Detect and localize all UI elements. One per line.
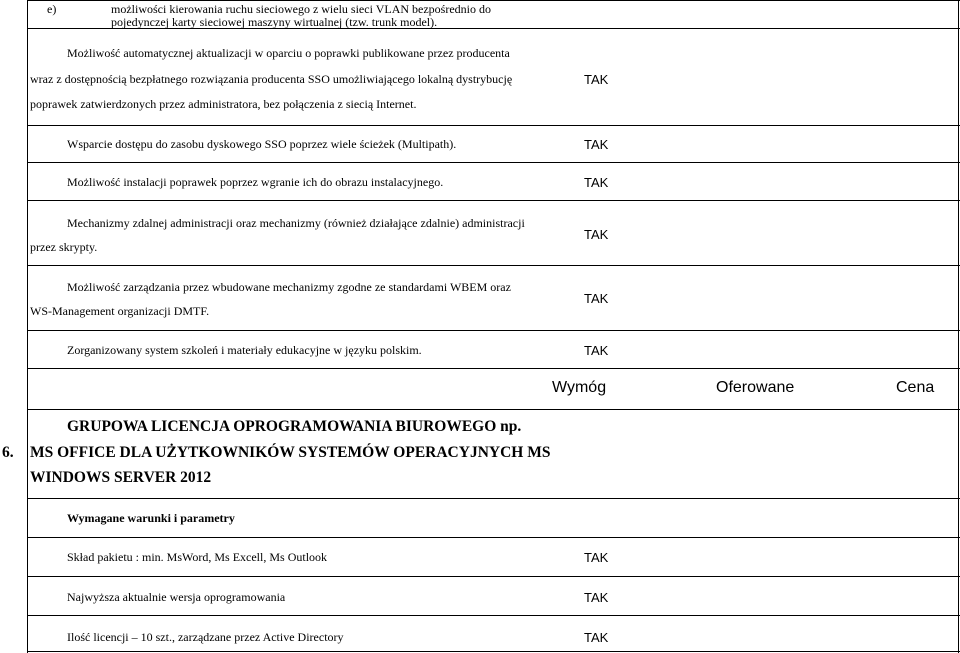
- training-value: TAK: [584, 343, 609, 358]
- item-label: e): [47, 2, 57, 16]
- rule: [27, 615, 960, 616]
- remote-admin-value: TAK: [584, 227, 609, 242]
- rule: [27, 162, 960, 163]
- wbem-text-line-2: WS-Management organizacji DMTF.: [30, 304, 210, 318]
- rule: [27, 125, 960, 126]
- section-title-line-1: GRUPOWA LICENCJA OPROGRAMOWANIA BIUROWEGO np.: [67, 418, 522, 435]
- auto-update-text-line-2: wraz z dostępnością bezpłatnego rozwiązania producenta SSO umożliwiającego lokalną dystrybucję: [30, 72, 513, 86]
- remote-admin-text-line-2: przez skrypty.: [30, 240, 98, 254]
- rule: [27, 537, 960, 538]
- install-image-text: Możliwość instalacji poprawek poprzez wgranie ich do obrazu instalacyjnego.: [67, 175, 444, 189]
- column-border: [958, 0, 959, 653]
- wbem-value: TAK: [584, 291, 609, 306]
- vlan-trunk-text-line-1: możliwości kierowania ruchu sieciowego z wielu sieci VLAN bezpośrednio do: [111, 2, 492, 16]
- version-value: TAK: [584, 590, 609, 605]
- rule: [27, 576, 960, 577]
- multipath-value: TAK: [584, 137, 609, 152]
- auto-update-text-line-1: Możliwość automatycznej aktualizacji w oparciu o poprawki publikowane przez producenta: [67, 46, 510, 60]
- vlan-trunk-text-line-2: pojedynczej karty sieciowej maszyny wirtualnej (tzw. trunk model).: [111, 15, 438, 29]
- licenses-value: TAK: [584, 630, 609, 645]
- multipath-text: Wsparcie dostępu do zasobu dyskowego SSO poprzez wiele ścieżek (Multipath).: [67, 137, 457, 151]
- header-requirement: Wymóg: [552, 379, 607, 396]
- rule: [27, 368, 960, 369]
- rule: [27, 651, 960, 652]
- rule: [27, 0, 960, 1]
- auto-update-text-line-3: poprawek zatwierdzonych przez administratora, bez połączenia z siecią Internet.: [30, 97, 417, 111]
- remote-admin-text-line-1: Mechanizmy zdalnej administracji oraz mechanizmy (również działające zdalnie) administracji: [67, 216, 525, 230]
- auto-update-value: TAK: [584, 72, 609, 87]
- training-text: Zorganizowany system szkoleń i materiały edukacyjne w języku polskim.: [67, 343, 422, 357]
- package-text: Skład pakietu : min. MsWord, Ms Excell, Ms Outlook: [67, 550, 328, 564]
- licenses-text: Ilość licencji – 10 szt., zarządzane przez Active Directory: [67, 630, 344, 644]
- header-price: Cena: [896, 379, 935, 396]
- rule: [27, 265, 960, 266]
- package-value: TAK: [584, 550, 609, 565]
- version-text: Najwyższa aktualnie wersja oprogramowania: [67, 590, 286, 604]
- conditions-heading: Wymagane warunki i parametry: [67, 511, 235, 525]
- column-border: [27, 0, 28, 653]
- rule: [27, 409, 960, 410]
- rule: [27, 498, 960, 499]
- rule: [27, 200, 960, 201]
- wbem-text-line-1: Możliwość zarządzania przez wbudowane mechanizmy zgodne ze standardami WBEM oraz: [67, 280, 511, 294]
- section-title-line-3: WINDOWS SERVER 2012: [30, 469, 212, 486]
- rule: [27, 330, 960, 331]
- section-title-line-2: MS OFFICE DLA UŻYTKOWNIKÓW SYSTEMÓW OPERACYJNYCH MS: [30, 444, 551, 461]
- section-number: 6.: [2, 444, 14, 461]
- install-image-value: TAK: [584, 175, 609, 190]
- header-offered: Oferowane: [716, 379, 795, 396]
